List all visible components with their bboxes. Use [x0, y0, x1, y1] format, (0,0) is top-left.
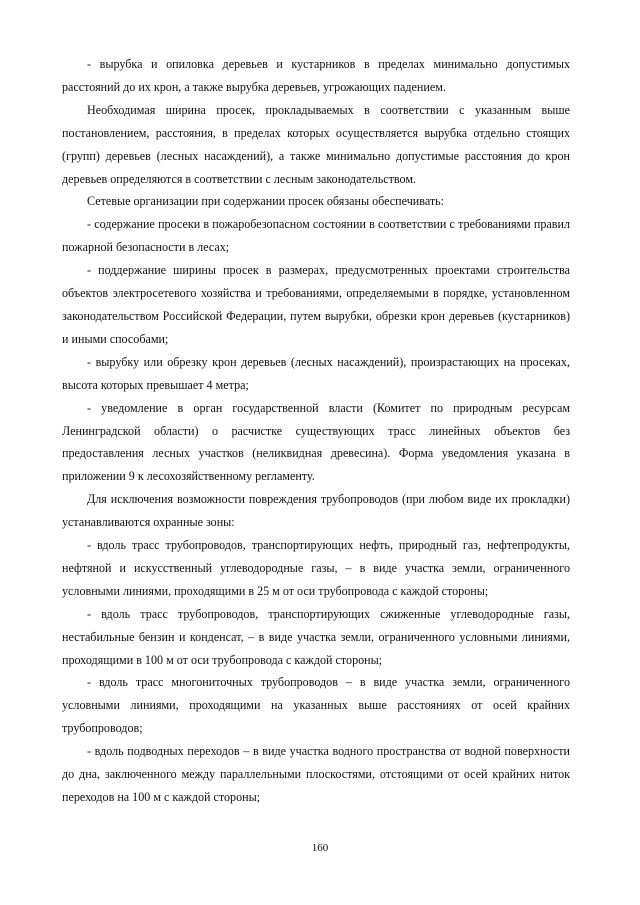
paragraph-clearing-trees: - вырубка и опиловка деревьев и кустарников в пределах минимально допустимых расстояний до их крон, а также вырубка деревьев, угрожающих падением. [62, 57, 570, 94]
paragraph-clearing-width: Необходимая ширина просек, прокладываемых в соответствии с указанным выше постановлением, расстояния, в пределах которых осуществляется вырубка отдельно стоящих (групп) деревьев (лесных насаждений), а также минимально допустимые расстояния до крон деревьев определяются в соответствии с лесным законодательством. [62, 102, 570, 186]
paragraph-multi-pipeline-zone: - вдоль трасс многониточных трубопроводов – в виде участка земли, ограниченного условными линиями, проходящими на указанных выше расстояниях от осей крайних трубопроводов; [62, 675, 570, 736]
paragraph-width-maintenance: - поддержание ширины просек в размерах, предусмотренных проектами строительства объектов электросетевого хозяйства и требованиями, определяемыми в порядке, установленном законодательством Российской Федерации, путем вырубки, обрезки крон деревьев (кустарников) и иными способами; [62, 263, 570, 346]
paragraph-fire-safety: - содержание просеки в пожаробезопасном состоянии в соответствии с требованиями правил пожарной безопасности в лесах; [62, 217, 570, 255]
paragraph-tree-cutting: - вырубку или обрезку крон деревьев (лесных насаждений), произрастающих на просеках, высота которых превышает 4 метра; [62, 354, 570, 392]
paragraph-liquefied-gas-zone: - вдоль трасс трубопроводов, транспортирующих сжиженные углеводородные газы, нестабильные бензин и конденсат, – в виде участка земли, ограниченного условными линиями, проходящими в 100 м от оси трубопровода с каждой стороны; [62, 606, 570, 667]
paragraph-notification: - уведомление в орган государственной власти (Комитет по природным ресурсам Ленинградской области) о расчистке существующих трасс линейных объектов без предоставления лесных участков (неликвидная древесина). Форма уведомления указана в приложении 9 к лесохозяйственному регламенту. [62, 400, 570, 484]
page-number: 160 [311, 842, 329, 854]
document-body [62, 53, 570, 809]
paragraph-network-obligations: Сетевые организации при содержании просек обязаны обеспечивать: [87, 194, 445, 209]
paragraph-underwater-crossing-zone: - вдоль подводных переходов – в виде участка водного пространства от водной поверхности до дна, заключенного между параллельными плоскостями, отстоящими от осей крайних ниток переходов на 100 м с каждой стороны; [62, 744, 570, 804]
paragraph-oil-gas-zone: - вдоль трасс трубопроводов, транспортирующих нефть, природный газ, нефтепродукты, нефтяной и искусственный углеводородные газы, – в виде участка земли, ограниченного условными линиями, проходящими в 25 м от оси трубопровода с каждой стороны; [62, 538, 570, 598]
paragraph-pipeline-zones: Для исключения возможности повреждения трубопроводов (при любом виде их прокладки) устанавливаются охранные зоны: [62, 492, 570, 530]
